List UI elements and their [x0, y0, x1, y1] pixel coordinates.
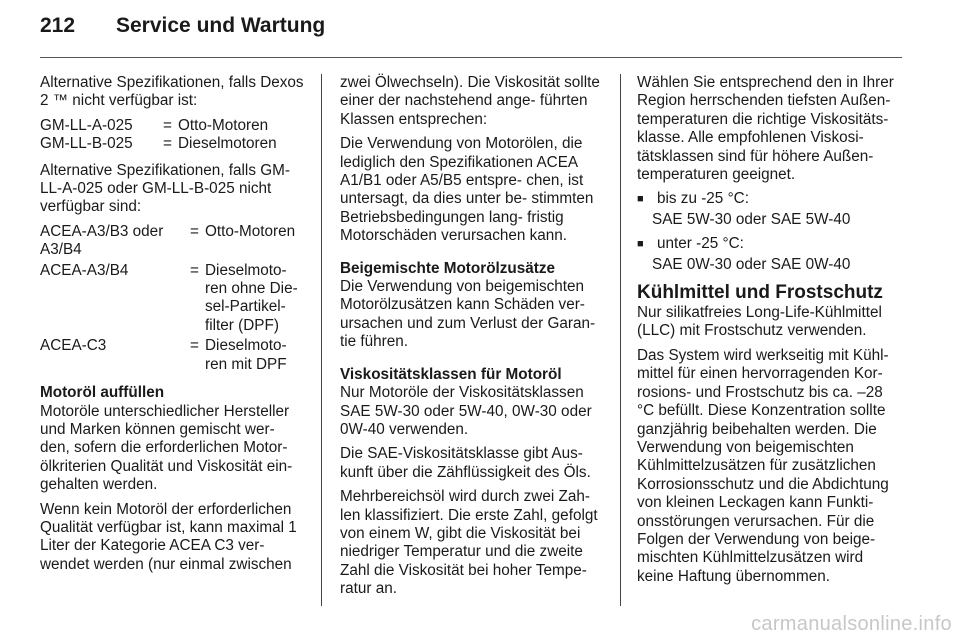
paragraph: Die SAE-Viskositätsklasse gibt Aus- kunft über die Zähflüssigkeit des Öls.	[340, 445, 591, 481]
bullet-text: unter -25 °C:	[657, 235, 744, 253]
spec-value: Dieselmoto- ren mit DPF	[205, 337, 287, 373]
spec-code: ACEA-C3	[40, 337, 107, 355]
bullet-value: SAE 0W-30 oder SAE 0W-40	[652, 255, 851, 273]
paragraph: Das System wird werkseitig mit Kühl- mittel für einen hervorragenden Kor- rosions- und Frostschutz bis ca. –28 °C befüllt. Diese Konzentration sollte ganzjährig beibehalten werden. Die Verwendung von beigemischten Kühlmittelzusätzen für zusätzlichen Korrosionsschutz und die Abdichtung von kleinen Leckagen kann Funkti- onsstörungen verursachen. Für die Folgen der Verwendung von beige- mischten Kühlmittelzusätzen wird keine Haftung übernommen.	[637, 346, 889, 585]
paragraph: Die Verwendung von Motorölen, die lediglich den Spezifikationen ACEA A1/B1 oder A5/B5 entspre- chen, ist untersagt, da dies unter be- stimmten Betriebsbedingungen lang- fristig Motorschäden verursachen kann.	[340, 135, 594, 245]
spec-equals: =	[163, 116, 172, 134]
paragraph: Nur silikatfreies Long-Life-Kühlmittel (LLC) mit Frostschutz verwenden.	[637, 304, 882, 340]
bullet-text: bis zu -25 °C:	[657, 190, 749, 208]
spec-code: GM-LL-B-025	[40, 135, 133, 153]
spec-row	[40, 117, 306, 135]
bullet-square-icon: ■	[637, 238, 644, 251]
spec-equals: =	[163, 135, 172, 153]
page-header	[40, 14, 325, 50]
paragraph: Motoröle unterschiedlicher Hersteller und Marken können gemischt wer- den, sofern die erforderlichen Motor- ölkriterien Qualität und Viskosität ein- gehalten werden.	[40, 402, 293, 494]
header-rule	[40, 57, 902, 58]
spec-value: Otto-Motoren	[178, 116, 269, 134]
spec-equals: =	[190, 337, 199, 355]
paragraph: Wählen Sie entsprechend den in Ihrer Region herrschenden tiefsten Außen- temperaturen die richtige Viskositäts- klasse. Alle empfohlenen Viskosi- tätsklassen sind für höhere Außen- temperaturen geeignet.	[637, 74, 894, 184]
section-heading: Kühlmittel und Frostschutz	[637, 282, 883, 304]
column-1	[40, 74, 306, 580]
spec-equals: =	[190, 222, 199, 240]
spec-code: ACEA-A3/B4	[40, 261, 129, 279]
paragraph: Wenn kein Motoröl der erforderlichen Qualität verfügbar ist, kann maximal 1 Liter der Kategorie ACEA C3 ver- wendet werden (nur einmal zwischen	[40, 500, 297, 573]
section-heading: Motoröl auffüllen	[40, 384, 165, 402]
section-heading: Beigemischte Motorölzusätze	[340, 259, 556, 277]
intro-paragraph-1: Alternative Spezifikationen, falls Dexos 2 ™ nicht verfügbar ist:	[40, 74, 304, 110]
bullet-value: SAE 5W-30 oder SAE 5W-40	[652, 210, 851, 228]
intro-paragraph-2: Alternative Spezifikationen, falls GM-LL-A-025 oder GM-LL-B-025 nicht verfügbar sind:	[40, 161, 290, 216]
spec-code: GM-LL-A-025	[40, 116, 133, 134]
spec-row	[40, 135, 306, 153]
spec-row	[40, 223, 306, 260]
spec-value: Otto-Motoren	[205, 222, 296, 240]
column-3	[637, 74, 903, 592]
paragraph: zwei Ölwechseln). Die Viskosität sollte einer der nachstehend ange- führten Klassen entsprechen:	[340, 74, 600, 128]
page-title: Service und Wartung	[116, 14, 326, 37]
column-divider-2	[620, 74, 621, 606]
page-number: 212	[40, 14, 76, 37]
spec-value: Dieselmoto- ren ohne Die- sel-Partikel- filter (DPF)	[205, 261, 298, 334]
paragraph: Mehrbereichsöl wird durch zwei Zah- len klassifiziert. Die erste Zahl, gefolgt von einem W, gibt die Viskosität bei niedriger Temperatur und die zweite Zahl die Viskosität bei hoher Tempe- ratur an.	[340, 488, 598, 598]
spec-code: ACEA-A3/B3 oder A3/B4	[40, 222, 164, 259]
spec-row	[40, 337, 306, 374]
watermark: carmanualsonline.info	[751, 613, 952, 635]
bullet-item	[637, 190, 903, 208]
paragraph: Die Verwendung von beigemischten Motorölzusätzen kann Schäden ver- ursachen und zum Verlust der Garan- tie führen.	[340, 278, 596, 351]
paragraph: Nur Motoröle der Viskositätsklassen SAE 5W-30 oder 5W-40, 0W-30 oder 0W-40 verwenden.	[340, 384, 592, 438]
column-divider-1	[321, 74, 322, 606]
bullet-item	[637, 235, 903, 253]
spec-equals: =	[190, 261, 199, 279]
column-2	[340, 74, 606, 605]
section-heading: Viskositätsklassen für Motoröl	[340, 365, 562, 383]
spec-row	[40, 262, 306, 336]
bullet-square-icon: ■	[637, 193, 644, 206]
spec-value: Dieselmotoren	[178, 135, 277, 153]
